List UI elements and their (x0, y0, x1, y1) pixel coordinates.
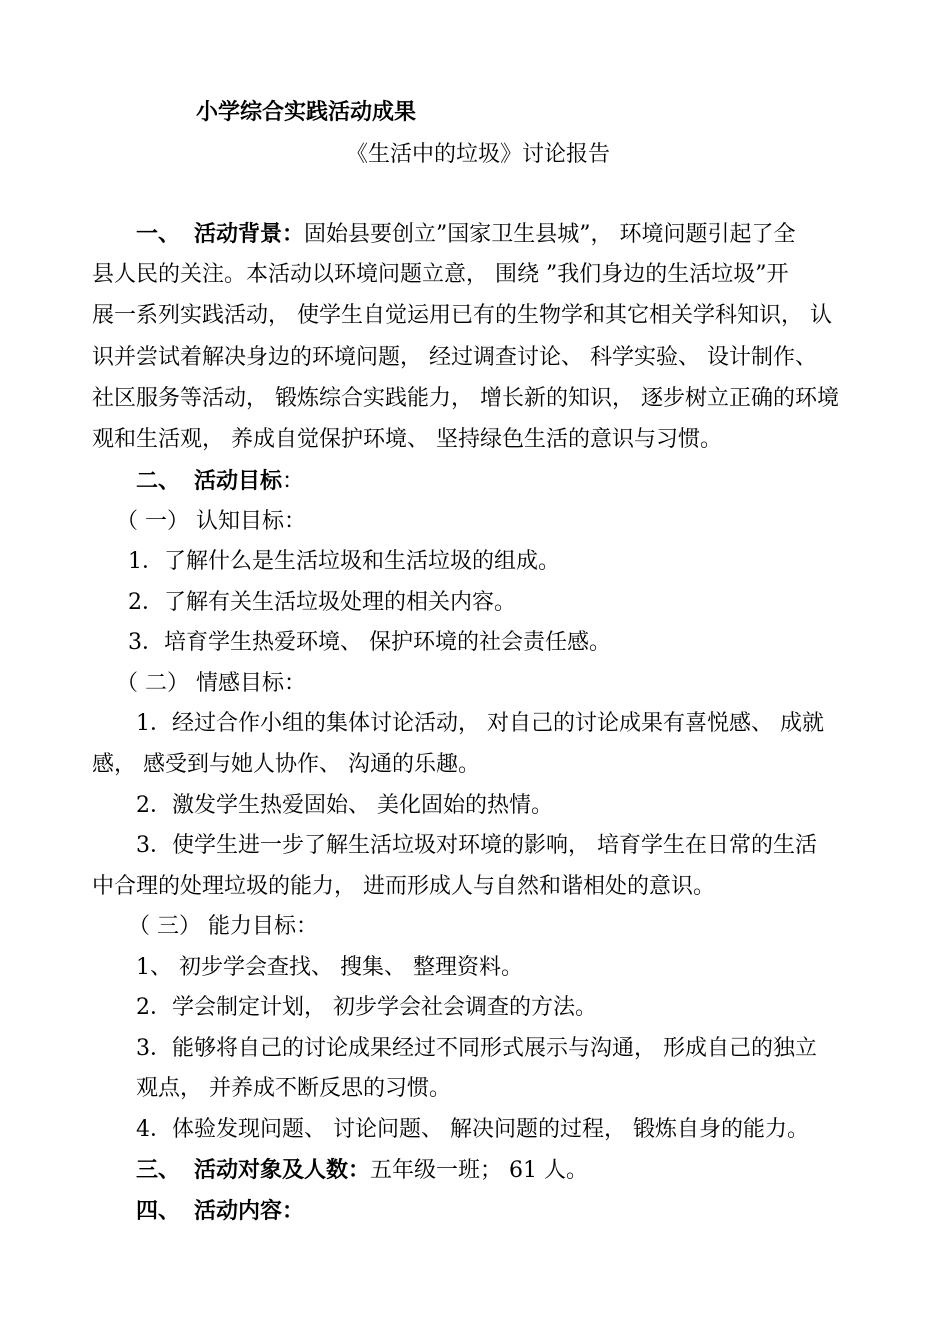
section-2-colon: ： (282, 469, 305, 494)
emotional-goal-3-line-2: 中合理的处理垃圾的能力， 进而形成人与自然和谐相处的意识。 (92, 874, 715, 899)
ability-goal-3-line-2: 观点， 并养成不断反思的习惯。 (136, 1076, 451, 1101)
section-1-line-3: 展一系列实践活动， 使学生自觉运用已有的生物学和其它相关学科知识， 认 (92, 303, 832, 328)
section-1-number: 一、 (136, 221, 181, 247)
ability-goal-1: 1、 初步学会查找、 搜集、 整理资料。 (136, 955, 523, 980)
cognitive-goal-1: 1．了解什么是生活垃圾和生活垃圾的组成。 (128, 549, 560, 574)
emotional-goal-1-line-1: 1．经过合作小组的集体讨论活动， 对自己的讨论成果有喜悦感、 成就 (136, 711, 824, 736)
emotional-goal-1-line-2: 感， 感受到与她人协作、 沟通的乐趣。 (92, 752, 480, 777)
emotional-goal-2: 2．激发学生热爱固始、 美化固始的热情。 (136, 793, 553, 818)
emotional-goals-title: （ 二） 情感目标： (116, 671, 306, 696)
section-1-line-4: 识并尝试着解决身边的环境问题， 经过调查讨论、 科学实验、 设计制作、 (92, 345, 817, 370)
ability-goal-2: 2．学会制定计划， 初步学会社会调查的方法。 (136, 995, 597, 1020)
ability-goals-title: （ 三） 能力目标： (128, 914, 318, 939)
ability-goal-4: 4．体验发现问题、 讨论问题、 解决问题的过程， 锻炼自身的能力。 (136, 1117, 809, 1142)
cognitive-goals-title: （ 一） 认知目标： (116, 509, 306, 534)
section-3-heading: 活动对象及人数： (194, 1157, 371, 1183)
section-3-number: 三、 (136, 1157, 181, 1183)
section-1-line-5: 社区服务等活动， 锻炼综合实践能力， 增长新的知识， 逐步树立正确的环境 (92, 386, 839, 411)
section-1-text: 固始县要创立”国家卫生县城”， 环境问题引起了全 (304, 222, 796, 247)
cognitive-goal-3: 3．培育学生热爱环境、 保护环境的社会责任感。 (128, 630, 611, 655)
section-4-line (136, 1196, 304, 1227)
section-1-heading: 活动背景： (194, 221, 305, 247)
ability-goal-3-line-1: 3．能够将自己的讨论成果经过不同形式展示与沟通， 形成自己的独立 (136, 1036, 817, 1061)
section-4-number: 四、 (136, 1198, 181, 1224)
section-1-line-2: 县人民的关注。本活动以环境问题立意， 围绕 ”我们身边的生活垃圾”开 (92, 262, 789, 287)
section-2-number: 二、 (136, 468, 181, 494)
section-2-heading: 活动目标 (194, 468, 283, 494)
section-3-text: 五年级一班； 61 人。 (370, 1158, 589, 1183)
section-1-first-line (136, 219, 796, 250)
cognitive-goal-2: 2．了解有关生活垃圾处理的相关内容。 (128, 590, 516, 615)
section-3-line (136, 1155, 588, 1186)
section-4-heading: 活动内容： (194, 1198, 305, 1224)
section-2-heading-line (136, 466, 304, 497)
document-title: 小学综合实践活动成果 (196, 99, 417, 125)
section-1-line-6: 观和生活观， 养成自觉保护环境、 坚持绿色生活的意识与习惯。 (92, 427, 722, 452)
emotional-goal-3-line-1: 3．使学生进一步了解生活垃圾对环境的影响， 培育学生在日常的生活 (136, 833, 817, 858)
document-subtitle: 《生活中的垃圾》讨论报告 (346, 142, 611, 167)
